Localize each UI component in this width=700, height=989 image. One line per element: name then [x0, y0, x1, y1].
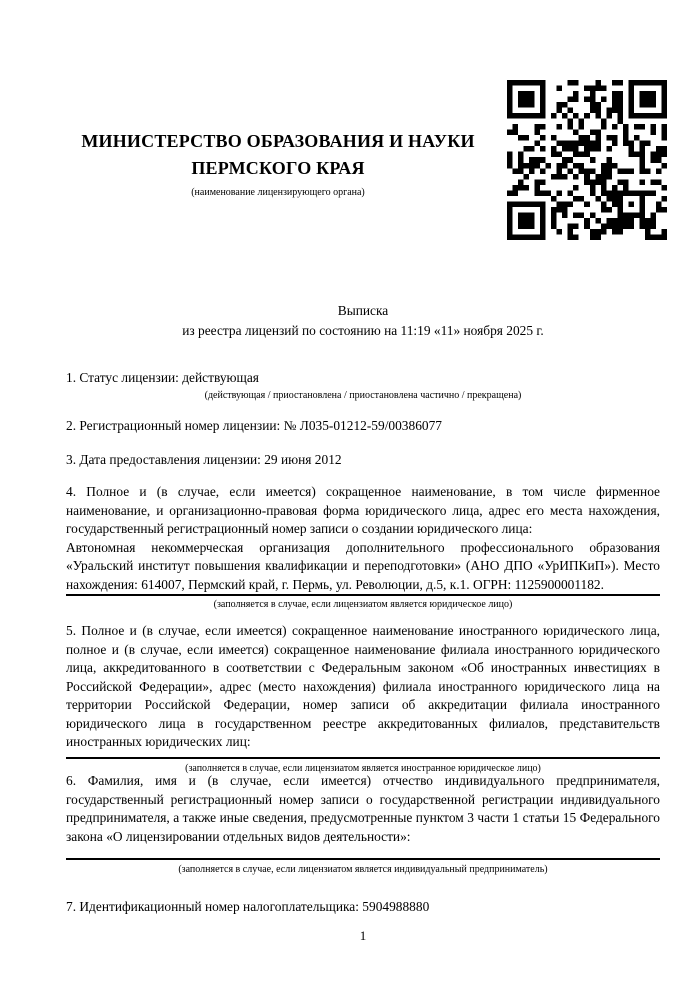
- license-status-text: 1. Статус лицензии: действующая: [66, 370, 259, 385]
- qr-code-image: [507, 80, 667, 240]
- ministry-name-line2: ПЕРМСКОГО КРАЯ: [191, 158, 365, 178]
- item-license-status: [66, 369, 660, 402]
- item-grant-date: [66, 451, 660, 470]
- ministry-name-line1: МИНИСТЕРСТВО ОБРАЗОВАНИЯ И НАУКИ: [81, 131, 475, 151]
- legal-entity-intro: 4. Полное и (в случае, если имеется) сокращенное наименование, в том числе фирменное наименование, и организационно-правовая форма юридического лица, адрес его места нахождения, государственный регистрационный номер записи о создании юридического лица:: [66, 484, 660, 536]
- item-inn: [66, 898, 660, 917]
- document-subtitle: из реестра лицензий по состоянию на 11:19 «11» ноября 2025 г.: [182, 322, 544, 338]
- qr-code: [507, 80, 667, 240]
- item-registration-number: [66, 417, 660, 436]
- legal-entity-caption: (заполняется в случае, если лицензиатом является юридическое лицо): [213, 599, 513, 610]
- item-legal-entity: [66, 483, 660, 611]
- item-foreign-entity: [66, 622, 660, 775]
- grant-date-text: 3. Дата предоставления лицензии: 29 июня 2012: [66, 452, 342, 467]
- entrepreneur-caption: (заполняется в случае, если лицензиатом является индивидуальный предприниматель): [178, 864, 548, 875]
- legal-entity-value: Автономная некоммерческая организация дополнительного профессионального образования «Уральский институт повышения квалификации и переподготовки» (АНО ДПО «УрИПКиП»). Место нахождения: 614007, Пермский край, г. Пермь, ул. Революции, д.5, к.1. ОГРН: 1125900001182.: [66, 539, 660, 592]
- item-entrepreneur: [66, 772, 660, 876]
- authority-caption: (наименование лицензирующего органа): [191, 187, 365, 198]
- document-title-block: [66, 301, 660, 340]
- document-title: Выписка: [337, 303, 389, 318]
- registration-number-text: 2. Регистрационный номер лицензии: № Л035-01212-59/00386077: [66, 418, 442, 433]
- foreign-entity-caption: (заполняется в случае, если лицензиатом является иностранное юридическое лицо): [185, 762, 541, 774]
- entrepreneur-fill-line: [66, 858, 660, 860]
- legal-entity-fill-line: [66, 594, 660, 596]
- inn-text: 7. Идентификационный номер налогоплательщика: 5904988880: [66, 899, 430, 914]
- status-options-caption: (действующая / приостановлена / приостановлена частично / прекращена): [204, 389, 522, 401]
- page-number: 1: [359, 928, 367, 943]
- foreign-entity-fill-line: [66, 757, 660, 759]
- entrepreneur-intro: 6. Фамилия, имя и (в случае, если имеется) отчество индивидуального предпринимателя, государственный регистрационный номер записи о государственной регистрации индивидуального предпринимателя, а также иные сведения, предусмотренные пунктом 3 части 1 статьи 15 Федерального закона «О лицензировании отдельных видов деятельности»:: [66, 773, 660, 844]
- foreign-entity-intro: 5. Полное и (в случае, если имеется) сокращенное наименование иностранного юридического лица, полное и (в случае, если имеется) сокращенное наименование филиала иностранного юридического лица, аккредитованного в соответствии с Федеральным законом «Об иностранных инвестициях в Российской Федерации», адрес (место нахождения) филиала иностранного юридического лица на территории Российской Федерации, номер записи об аккредитации филиала иностранного юридического лица в государственном реестре аккредитованных филиалов, представительств иностранных юридических лиц:: [66, 623, 660, 749]
- issuing-authority-header: [66, 128, 490, 199]
